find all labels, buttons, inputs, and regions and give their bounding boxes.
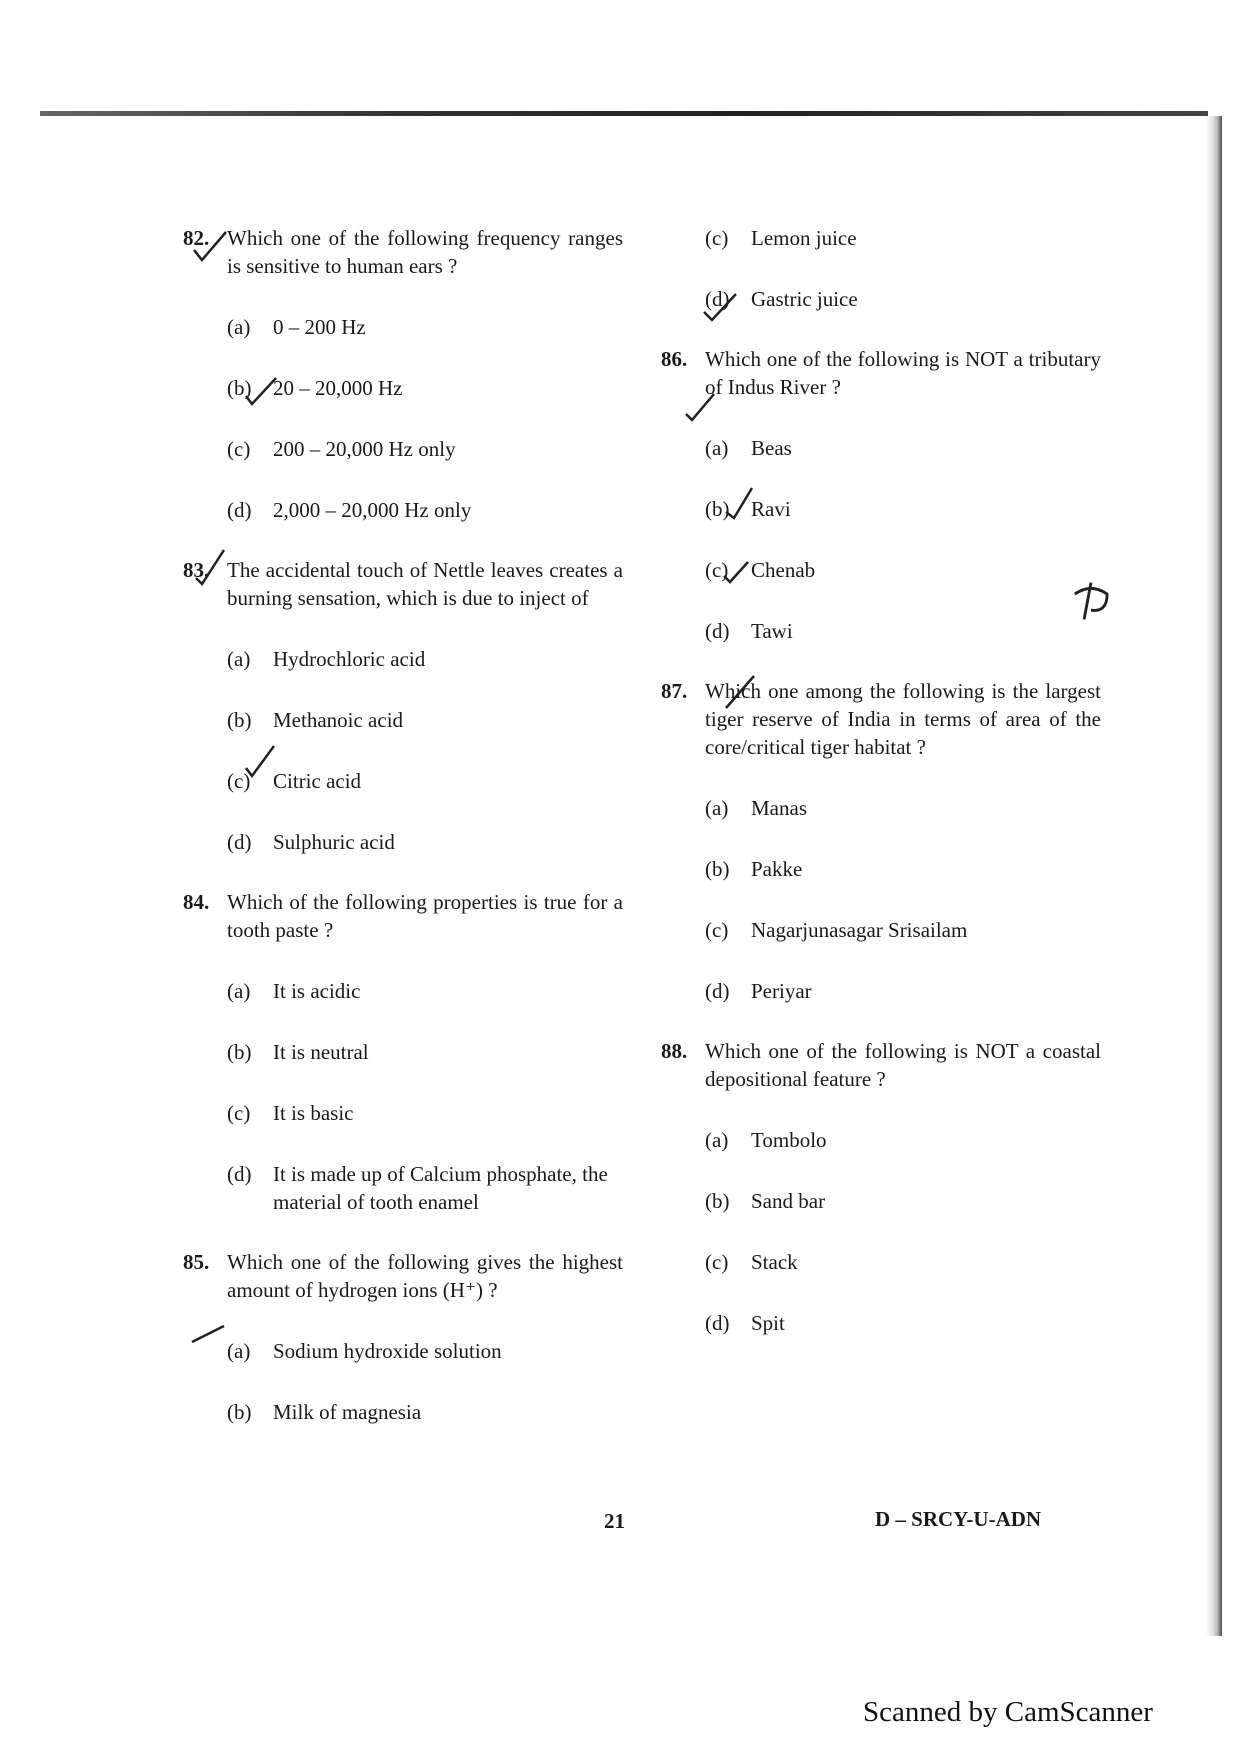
question-83 xyxy=(183,556,623,856)
pen-tick-icon xyxy=(720,482,760,522)
option-b: (b) Pakke xyxy=(705,857,803,881)
question-text: Which one among the following is the largest tiger reserve of India in terms of area of the core/critical tiger habitat ? xyxy=(705,679,1101,759)
question-84 xyxy=(183,888,623,1216)
option-a: (a) It is acidic xyxy=(227,979,361,1003)
option-b: (b) Sand bar xyxy=(705,1189,826,1213)
option-a: (a) Beas xyxy=(705,436,792,460)
option-c: (c) Chenab xyxy=(705,558,816,582)
question-85 xyxy=(183,1248,623,1426)
pen-tick-icon xyxy=(680,384,720,424)
option-b: (b) Methanoic acid xyxy=(227,708,404,732)
option-c: (c) Citric acid xyxy=(227,769,362,793)
paper-code: D – SRCY-U-ADN xyxy=(875,1507,1042,1531)
option-d: (d) Spit xyxy=(705,1311,785,1335)
pen-tick-icon xyxy=(190,548,230,588)
pen-tick-icon xyxy=(700,288,740,328)
right-column xyxy=(661,224,1101,1369)
option-c: (c) Lemon juice xyxy=(705,226,857,250)
option-d: (d) Sulphuric acid xyxy=(227,830,395,854)
option-c: (c) Stack xyxy=(705,1250,798,1274)
question-88 xyxy=(661,1037,1101,1337)
page-edge-shadow xyxy=(1206,116,1222,1636)
option-d: (d) 2,000 – 20,000 Hz only xyxy=(227,498,472,522)
option-c: (c) Nagarjunasagar Srisailam xyxy=(705,918,968,942)
question-text: Which one of the following is NOT a coastal depositional feature ? xyxy=(705,1039,1101,1091)
option-b: (b) 20 – 20,000 Hz xyxy=(227,376,403,400)
top-rule xyxy=(40,111,1208,116)
question-text: Which one of the following gives the highest amount of hydrogen ions (H⁺) ? xyxy=(227,1250,623,1302)
pen-tick-icon xyxy=(718,552,758,592)
question-number: 84. xyxy=(183,890,210,914)
option-b: (b) Milk of magnesia xyxy=(227,1400,422,1424)
pen-tick-icon xyxy=(720,672,760,712)
question-number: 87. xyxy=(661,679,688,703)
option-b: (b) It is neutral xyxy=(227,1040,369,1064)
option-a: (a) Sodium hydroxide solution xyxy=(227,1339,502,1363)
question-number: 85. xyxy=(183,1250,210,1274)
question-text: The accidental touch of Nettle leaves creates a burning sensation, which is due to inject of xyxy=(227,558,623,610)
pen-tick-icon xyxy=(240,742,280,782)
option-a: (a) 0 – 200 Hz xyxy=(227,315,366,339)
scanner-watermark: Scanned by CamScanner xyxy=(863,1696,1153,1728)
option-c: (c) 200 – 20,000 Hz only xyxy=(227,437,456,461)
pen-tick-icon xyxy=(190,228,230,268)
question-number: 82. xyxy=(183,226,210,250)
option-a: (a) Hydrochloric acid xyxy=(227,647,426,671)
pen-tick-icon xyxy=(240,372,280,412)
option-d: (d) Gastric juice xyxy=(705,287,858,311)
option-a: (a) Tombolo xyxy=(705,1128,827,1152)
option-c: (c) It is basic xyxy=(227,1101,354,1125)
option-d: (d) It is made up of Calcium phosphate, the material of tooth enamel xyxy=(227,1162,608,1214)
option-a: (a) Manas xyxy=(705,796,807,820)
question-number: 88. xyxy=(661,1039,688,1063)
question-text: Which one of the following frequency ranges is sensitive to human ears ? xyxy=(227,226,623,278)
question-text: Which of the following properties is true for a tooth paste ? xyxy=(227,890,623,942)
option-b: (b) Ravi xyxy=(705,497,791,521)
pen-tick-icon xyxy=(188,1316,228,1356)
question-87 xyxy=(661,677,1101,1005)
pen-symbol-icon xyxy=(1068,578,1114,624)
option-d: (d) Periyar xyxy=(705,979,812,1003)
question-text: Which one of the following is NOT a tributary of Indus River ? xyxy=(705,347,1101,399)
question-number: 83. xyxy=(183,558,210,582)
option-d: (d) Tawi xyxy=(705,619,793,643)
page-number: 21 xyxy=(604,1509,625,1533)
question-number: 86. xyxy=(661,347,688,371)
